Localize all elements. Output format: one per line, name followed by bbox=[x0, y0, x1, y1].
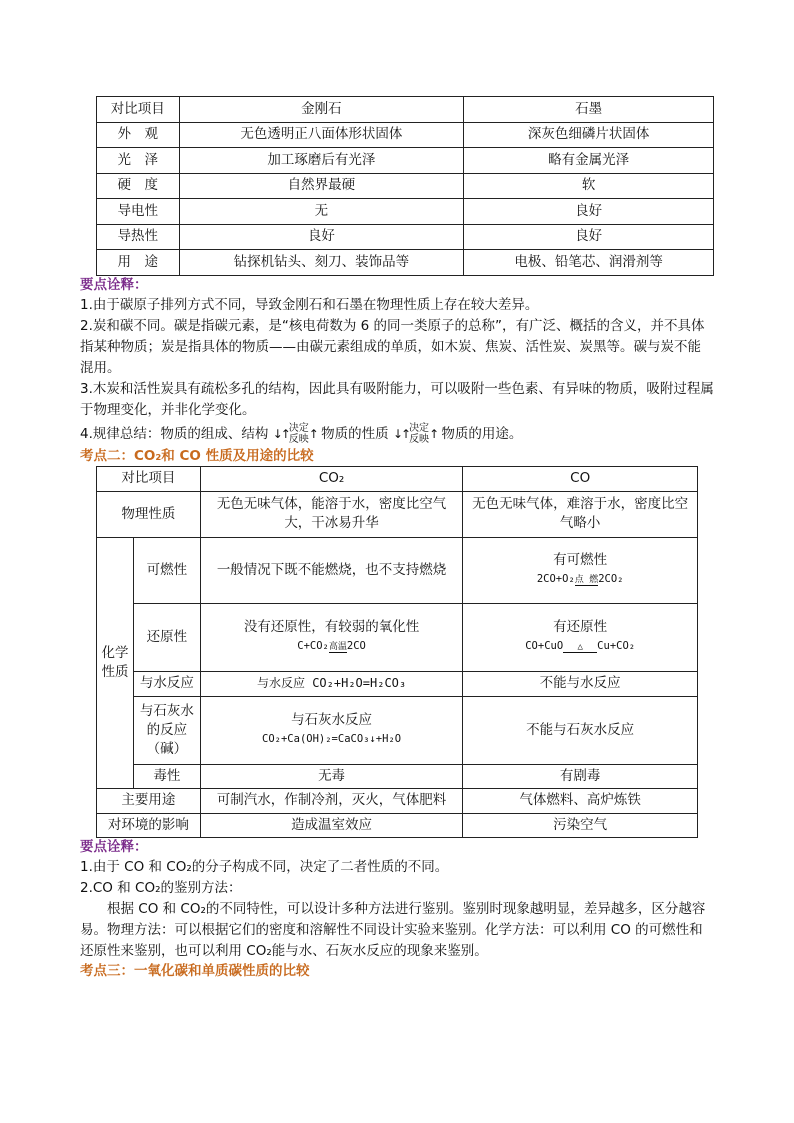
eq-right: 2CO₂ bbox=[598, 573, 624, 585]
equation bbox=[467, 637, 693, 656]
decide-reflect-label bbox=[409, 423, 429, 445]
table-row bbox=[97, 764, 698, 788]
table-row bbox=[97, 603, 698, 671]
table-cell: 用 途 bbox=[97, 250, 180, 276]
table-cell: 有剧毒 bbox=[463, 764, 698, 788]
table-cell: 无色无味气体，难溶于水，密度比空气略小 bbox=[463, 491, 698, 537]
table-row bbox=[97, 537, 698, 603]
table-cell bbox=[97, 537, 134, 788]
chem-label: 化学性质 bbox=[101, 644, 129, 680]
table-cell: CO bbox=[463, 466, 698, 491]
decide-reflect-label bbox=[289, 423, 309, 445]
up-arrow-icon: ↑ bbox=[429, 426, 438, 441]
table-cell: 与水反应 bbox=[134, 671, 201, 696]
table-cell: 一般情况下既不能燃烧，也不支持燃烧 bbox=[200, 537, 463, 603]
table-cell: 略有金属光泽 bbox=[464, 148, 714, 174]
table-cell bbox=[134, 696, 201, 764]
eq-condition bbox=[563, 642, 597, 653]
note-paragraph-rule bbox=[80, 421, 714, 447]
table-cell: 污染空气 bbox=[463, 813, 698, 837]
eq-condition bbox=[575, 575, 598, 586]
cell-text: 有可燃性 bbox=[553, 552, 608, 568]
table-row bbox=[97, 696, 698, 764]
table-cell: CO₂ bbox=[200, 466, 463, 491]
table-cell: 物理性质 bbox=[97, 491, 201, 537]
label-line: （碱） bbox=[146, 740, 188, 757]
eq-right: Cu+CO₂ bbox=[597, 640, 636, 652]
section-title: 考点二：CO₂和 CO 性质及用途的比较 bbox=[80, 447, 314, 464]
table-cell: 硬 度 bbox=[97, 173, 180, 199]
equation: CO₂+Ca(OH)₂=CaCO₃↓+H₂O bbox=[262, 733, 402, 745]
eq-cond: 高温 bbox=[328, 642, 347, 652]
table-row bbox=[97, 224, 714, 250]
table-cell: 对比项目 bbox=[97, 466, 201, 491]
decide-label: 决定 bbox=[288, 422, 309, 434]
table-cell: 气体燃料、高炉炼铁 bbox=[463, 788, 698, 813]
table-row bbox=[97, 148, 714, 174]
up-down-arrows-icon: ↓↑ bbox=[392, 426, 410, 441]
table-row bbox=[97, 250, 714, 276]
note-paragraph: 1.由于 CO 和 CO₂的分子构成不同，决定了二者性质的不同。 bbox=[80, 858, 449, 875]
table-cell: 不能与水反应 bbox=[463, 671, 698, 696]
table-cell: 与水反应 CO₂+H₂O=H₂CO₃ bbox=[200, 671, 463, 696]
table-cell: 导热性 bbox=[97, 224, 180, 250]
section-title: 考点三：一氧化碳和单质碳性质的比较 bbox=[80, 962, 310, 979]
table-cell: 自然界最硬 bbox=[179, 173, 464, 199]
table-cell: 造成温室效应 bbox=[200, 813, 463, 837]
table-cell: 主要用途 bbox=[97, 788, 201, 813]
note-paragraph: 2.炭和碳不同。碳是指碳元素，是“核电荷数为 6 的同一类原子的总称”，有广泛、概括的含义，并不具体指某种物质；炭是指具体的物质——由碳元素组成的单质，如木炭、焦炭、活性炭、炭黑等。碳与炭不能混用。 bbox=[80, 317, 705, 376]
notes-title: 要点诠释： bbox=[80, 838, 148, 855]
table-cell: 光 泽 bbox=[97, 148, 180, 174]
eq-left: 2CO+O₂ bbox=[536, 573, 575, 585]
cell-text: 没有还原性，有较弱的氧化性 bbox=[243, 619, 420, 635]
table-row bbox=[97, 173, 714, 199]
eq-cond: 点 燃 bbox=[574, 575, 599, 585]
eq-left: C+CO₂ bbox=[297, 640, 329, 652]
table-row bbox=[97, 813, 698, 837]
up-arrow-icon: ↑ bbox=[308, 426, 317, 441]
equation bbox=[467, 570, 693, 589]
table-cell: 深灰色细磷片状固体 bbox=[464, 122, 714, 148]
rule-text: 4.规律总结：物质的组成、结构 bbox=[80, 425, 269, 442]
equation bbox=[205, 637, 459, 656]
eq-condition bbox=[329, 642, 347, 653]
note-paragraph: 3.木炭和活性炭具有疏松多孔的结构，因此具有吸附能力，可以吸附一些色素、有异味的物质，吸附过程属于物理变化，并非化学变化。 bbox=[80, 380, 714, 418]
table-cell: 金刚石 bbox=[179, 97, 464, 123]
table-cell bbox=[463, 537, 698, 603]
eq-cond: △ bbox=[563, 642, 597, 653]
table-header-row bbox=[97, 466, 698, 491]
diamond-graphite-table bbox=[96, 96, 714, 276]
table-cell: 无色无味气体，能溶于水，密度比空气大，干冰易升华 bbox=[200, 491, 463, 537]
table-cell: 电极、铅笔芯、润滑剂等 bbox=[464, 250, 714, 276]
reflect-label: 反映 bbox=[409, 433, 430, 445]
table-row bbox=[97, 671, 698, 696]
table-cell bbox=[463, 603, 698, 671]
rule-text: 物质的用途。 bbox=[441, 425, 523, 442]
table-cell: 对环境的影响 bbox=[97, 813, 201, 837]
notes-title: 要点诠释： bbox=[80, 276, 148, 293]
table-cell bbox=[200, 603, 463, 671]
table-cell: 良好 bbox=[179, 224, 464, 250]
table-cell: 软 bbox=[464, 173, 714, 199]
co2-co-table bbox=[96, 466, 698, 838]
table-cell: 还原性 bbox=[134, 603, 201, 671]
eq-left: CO+CuO bbox=[525, 640, 564, 652]
table-cell: 良好 bbox=[464, 199, 714, 225]
table-cell: 导电性 bbox=[97, 199, 180, 225]
decide-label: 决定 bbox=[409, 422, 430, 434]
note-paragraph: 1.由于碳原子排列方式不同，导致金刚石和石墨在物理性质上存在较大差异。 bbox=[80, 296, 539, 313]
table-cell: 无毒 bbox=[200, 764, 463, 788]
table-cell: 外 观 bbox=[97, 122, 180, 148]
table-header-row bbox=[97, 97, 714, 123]
table-cell: 可燃性 bbox=[134, 537, 201, 603]
table-cell: 石墨 bbox=[464, 97, 714, 123]
table-cell bbox=[200, 696, 463, 764]
up-down-arrows-icon: ↓↑ bbox=[272, 426, 289, 441]
table-row bbox=[97, 199, 714, 225]
table-cell: 毒性 bbox=[134, 764, 201, 788]
table-row bbox=[97, 122, 714, 148]
table-row bbox=[97, 491, 698, 537]
eq-right: 2CO bbox=[346, 640, 366, 652]
reflect-label: 反映 bbox=[288, 433, 309, 445]
table-cell: 加工琢磨后有光泽 bbox=[179, 148, 464, 174]
table-cell: 无 bbox=[179, 199, 464, 225]
table-cell: 钻探机钻头、刻刀、装饰品等 bbox=[179, 250, 464, 276]
note-paragraph: 根据 CO 和 CO₂的不同特性，可以设计多种方法进行鉴别。鉴别时现象越明显，差异越多，区分越容易。物理方法：可以根据它们的密度和溶解性不同设计实验来鉴别。化学方法：可以利用 CO 的可燃性和还原性来鉴别，也可以利用 CO₂能与水、石灰水反应的现象来鉴别。 bbox=[80, 900, 706, 959]
note-paragraph: 2.CO 和 CO₂的鉴别方法： bbox=[80, 879, 242, 896]
cell-text: 有还原性 bbox=[553, 619, 608, 635]
label-line: 与石灰水 bbox=[139, 702, 194, 719]
table-cell: 不能与石灰水反应 bbox=[463, 696, 698, 764]
page-content bbox=[80, 96, 714, 981]
table-row bbox=[97, 788, 698, 813]
table-cell: 无色透明正八面体形状固体 bbox=[179, 122, 464, 148]
table-cell: 对比项目 bbox=[97, 97, 180, 123]
rule-text: 物质的性质 bbox=[321, 425, 389, 442]
table-cell: 可制汽水，作制冷剂，灭火，气体肥料 bbox=[200, 788, 463, 813]
label-line: 的反应 bbox=[146, 721, 188, 738]
table-cell: 良好 bbox=[464, 224, 714, 250]
cell-text: 与石灰水反应 bbox=[291, 712, 373, 728]
